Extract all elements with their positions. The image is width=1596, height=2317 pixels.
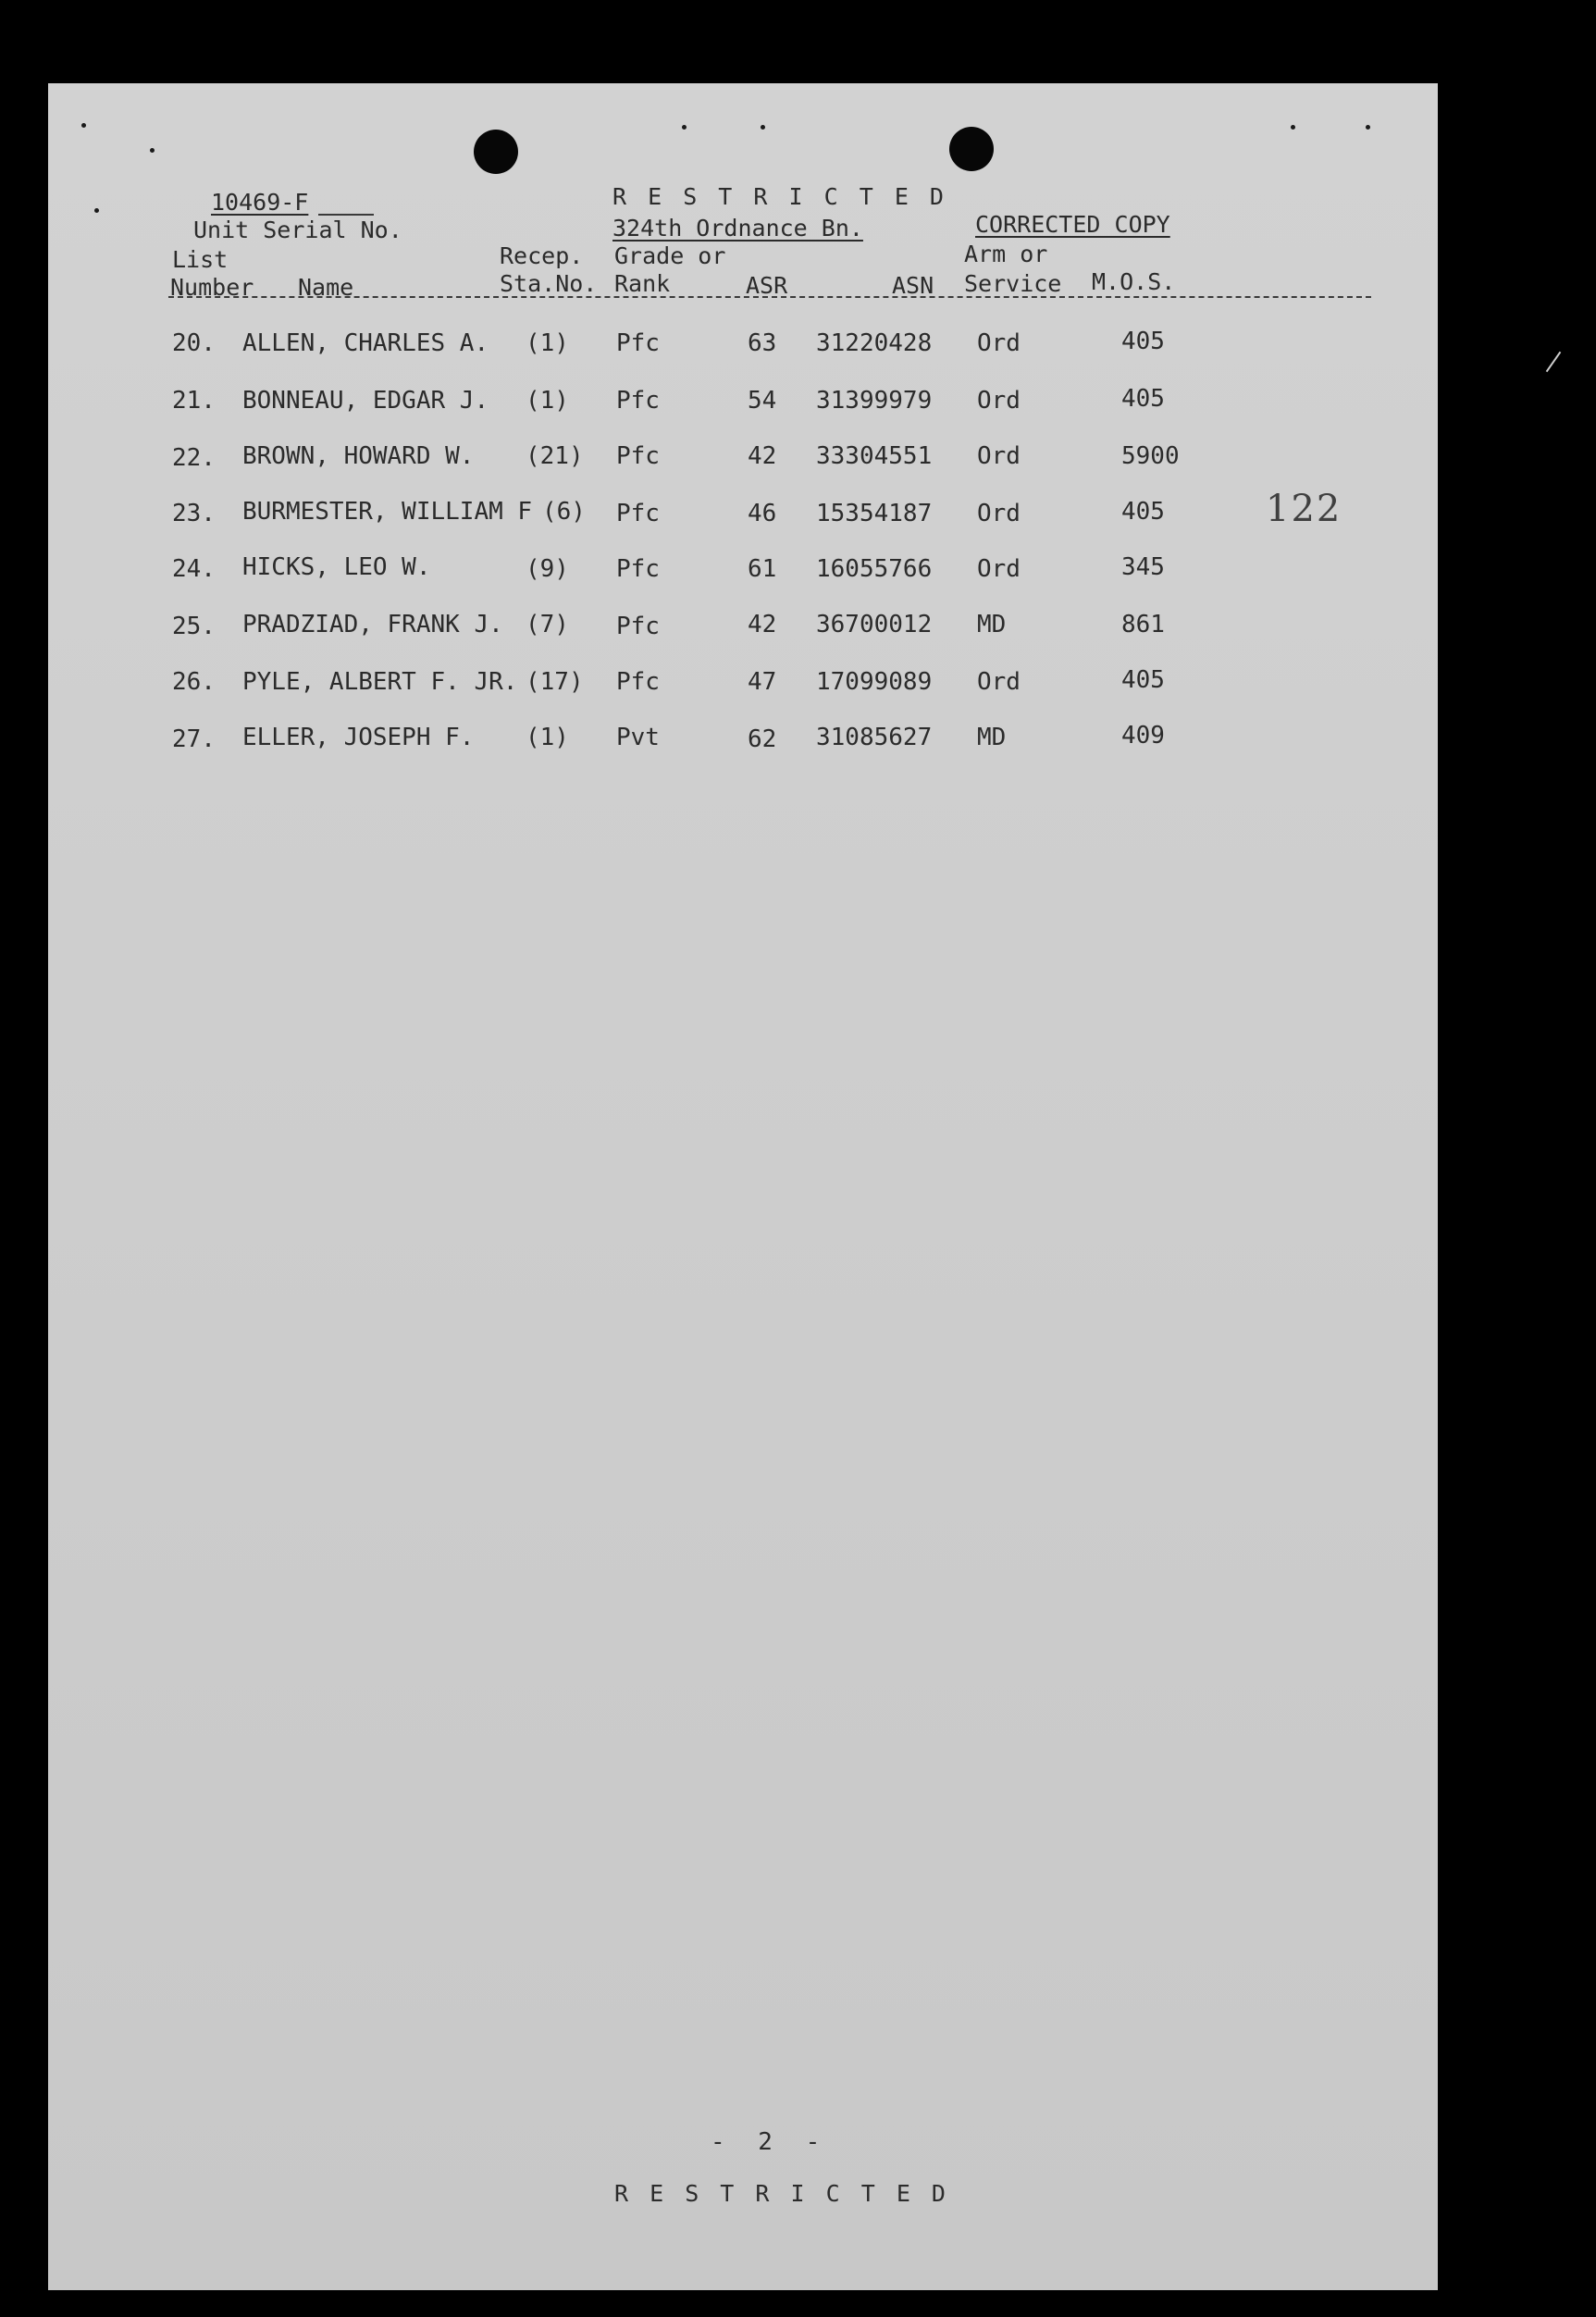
row-arm: MD [977, 724, 1007, 751]
page-number: - 2 - [711, 2128, 830, 2156]
serial-underline-extension [318, 214, 374, 216]
row-name: BURMESTER, WILLIAM F [242, 498, 533, 526]
col-list-top: List [172, 246, 229, 273]
row-rank: Pvt [616, 724, 660, 751]
unit-name: 324th Ordnance Bn. [612, 215, 863, 242]
speck [682, 125, 687, 130]
row-name: PRADZIAD, FRANK J. [242, 611, 503, 638]
speck [81, 123, 86, 128]
col-list-bottom: Number [170, 274, 254, 301]
row-number: 20. [172, 329, 216, 357]
col-name: Name [298, 274, 354, 301]
col-arm-top: Arm or [964, 241, 1048, 267]
document-paper [48, 83, 1438, 2290]
row-number: 21. [172, 387, 216, 415]
row-mos: 405 [1121, 328, 1165, 355]
row-station: (7) [526, 611, 569, 638]
row-station: (1) [526, 329, 569, 357]
row-mos: 861 [1121, 611, 1165, 638]
unit-serial-value: 10469-F [211, 189, 309, 216]
row-asr: 61 [748, 555, 777, 583]
row-asr: 54 [748, 387, 777, 415]
row-rank: Pfc [616, 329, 660, 357]
speck [150, 148, 155, 153]
row-rank: Pfc [616, 555, 660, 583]
col-recep-top: Recep. [500, 242, 584, 269]
row-name: ELLER, JOSEPH F. [242, 724, 475, 751]
row-arm: Ord [977, 387, 1021, 415]
row-asn: 31220428 [816, 329, 933, 357]
col-arm-bottom: Service [964, 270, 1062, 297]
speck [1291, 125, 1295, 130]
row-mos: 405 [1121, 385, 1165, 413]
punch-hole-right [949, 127, 994, 171]
row-asn: 17099089 [816, 668, 933, 696]
row-mos: 405 [1121, 498, 1165, 526]
row-asn: 16055766 [816, 555, 933, 583]
row-asr: 62 [748, 725, 777, 753]
row-asr: 47 [748, 668, 777, 696]
row-name: ALLEN, CHARLES A. [242, 329, 489, 357]
row-station: (6) [542, 498, 586, 526]
header-rule [168, 296, 1371, 298]
row-name: HICKS, LEO W. [242, 553, 431, 581]
row-rank: Pfc [616, 442, 660, 470]
row-asr: 46 [748, 500, 777, 527]
row-rank: Pfc [616, 668, 660, 696]
row-name: BROWN, HOWARD W. [242, 442, 475, 470]
row-name: PYLE, ALBERT F. JR. [242, 668, 518, 696]
row-number: 24. [172, 555, 216, 583]
row-asn: 33304551 [816, 442, 933, 470]
row-rank: Pfc [616, 387, 660, 415]
row-arm: Ord [977, 668, 1021, 696]
row-number: 27. [172, 725, 216, 753]
row-rank: Pfc [616, 500, 660, 527]
row-number: 23. [172, 500, 216, 527]
restricted-bottom: R E S T R I C T E D [614, 2180, 949, 2207]
restricted-top: R E S T R I C T E D [612, 183, 947, 210]
row-number: 25. [172, 613, 216, 640]
row-arm: MD [977, 611, 1007, 638]
col-mos: M.O.S. [1092, 268, 1176, 295]
row-rank: Pfc [616, 613, 660, 640]
col-asr: ASR [746, 272, 788, 299]
speck [1366, 125, 1370, 130]
row-station: (17) [526, 668, 584, 696]
row-asr: 63 [748, 329, 777, 357]
border-mark [1546, 352, 1562, 372]
row-mos: 405 [1121, 666, 1165, 694]
row-asn: 36700012 [816, 611, 933, 638]
row-asn: 31085627 [816, 724, 933, 751]
row-asn: 31399979 [816, 387, 933, 415]
row-arm: Ord [977, 329, 1021, 357]
row-asr: 42 [748, 442, 777, 470]
speck [761, 125, 765, 130]
row-arm: Ord [977, 442, 1021, 470]
row-mos: 409 [1121, 722, 1165, 750]
row-station: (9) [526, 555, 569, 583]
row-arm: Ord [977, 555, 1021, 583]
row-mos: 345 [1121, 553, 1165, 581]
col-grade-top: Grade or [614, 242, 726, 269]
col-recep-bottom: Sta.No. [500, 270, 598, 297]
speck [94, 208, 99, 213]
margin-page-number: 122 [1266, 488, 1342, 530]
row-number: 22. [172, 444, 216, 472]
col-grade-bottom: Rank [614, 270, 671, 297]
row-station: (21) [526, 442, 584, 470]
row-arm: Ord [977, 500, 1021, 527]
row-asr: 42 [748, 611, 777, 638]
row-station: (1) [526, 724, 569, 751]
row-number: 26. [172, 668, 216, 696]
corrected-copy: CORRECTED COPY [975, 211, 1170, 238]
col-asn: ASN [892, 272, 934, 299]
row-mos: 5900 [1121, 442, 1180, 470]
unit-serial-label: Unit Serial No. [193, 217, 402, 243]
row-name: BONNEAU, EDGAR J. [242, 387, 489, 415]
punch-hole-left [474, 130, 518, 174]
row-station: (1) [526, 387, 569, 415]
row-asn: 15354187 [816, 500, 933, 527]
